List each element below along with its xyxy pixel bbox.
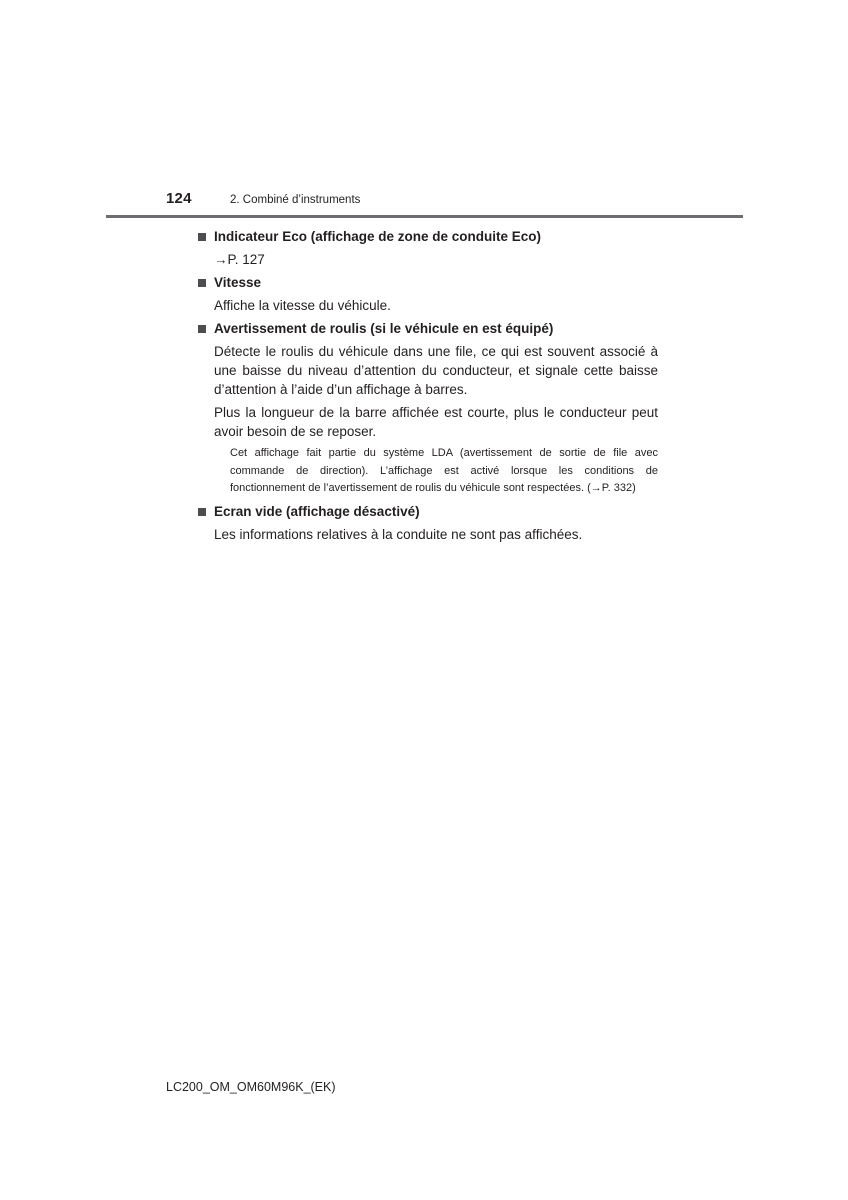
body-paragraph: Affiche la vitesse du véhicule.	[214, 298, 391, 313]
heading-text: Ecran vide (affichage désactivé)	[214, 503, 420, 519]
item-heading-roulis	[198, 319, 658, 338]
header-divider	[106, 215, 743, 218]
page-content	[198, 224, 658, 544]
square-bullet-icon	[198, 233, 206, 241]
heading-text: Vitesse	[214, 275, 262, 290]
body-paragraph: Plus la longueur de la barre affichée est courte, plus le conducteur peut avoir besoin de se reposer.	[214, 405, 658, 439]
body-paragraph: Les informations relatives à la conduite ne sont pas affichées.	[214, 526, 583, 542]
section-title: 2. Combiné d’instruments	[230, 194, 361, 206]
note-text: Cet affichage fait partie du système LDA (avertissement de sortie de file avec commande de direction). L’affichage est activé lorsque les conditions de fonctionnement de l’avertissement de roulis du véhicule sont respectées. (→P. 332)	[230, 447, 658, 494]
document-code: LC200_OM_OM60M96K_(EK)	[166, 1080, 336, 1094]
page-number: 124	[166, 190, 192, 207]
square-bullet-icon	[198, 508, 206, 516]
heading-text: Avertissement de roulis (si le véhicule en est équipé)	[214, 321, 554, 336]
square-bullet-icon	[198, 279, 206, 287]
item-heading-eco	[198, 227, 658, 246]
heading-text: Indicateur Eco (affichage de zone de conduite Eco)	[214, 229, 542, 244]
body-paragraph: Détecte le roulis du véhicule dans une file, ce qui est souvent associé à une baisse du niveau d’attention du conducteur, et signale cette baisse d’attention à l’aide d’un affichage à barres.	[214, 344, 658, 397]
item-heading-vitesse	[198, 273, 658, 292]
item-heading-ecran-vide	[198, 502, 658, 521]
cross-reference: →P. 127	[214, 252, 265, 267]
square-bullet-icon	[198, 325, 206, 333]
